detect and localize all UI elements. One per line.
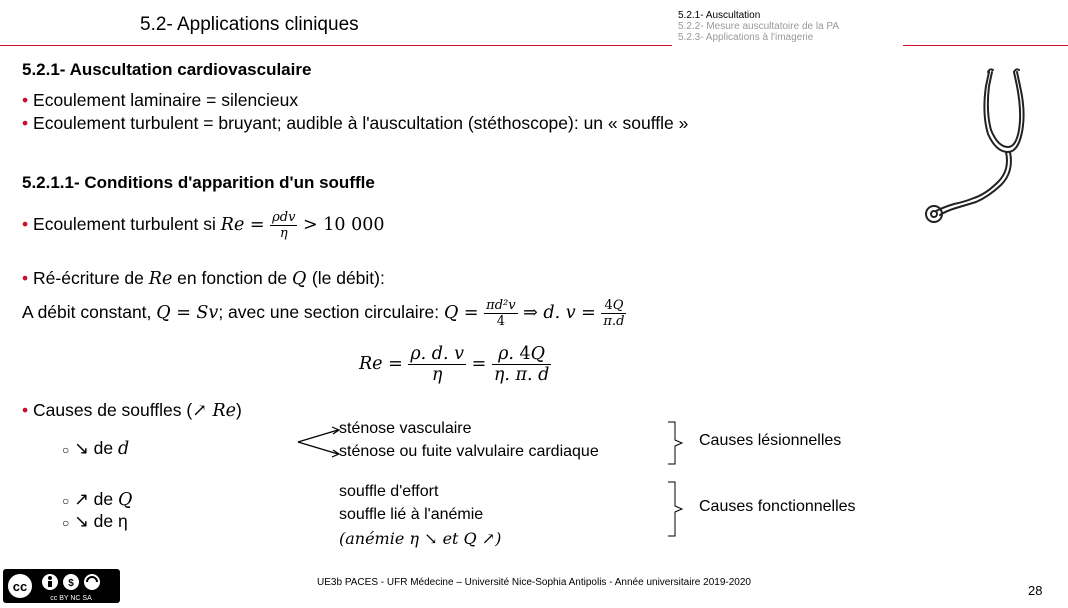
svg-text:cc: cc <box>12 579 28 594</box>
footer-text: UE3b PACES - UFR Médecine – Université Nice-Sophia Antipolis - Année universitaire 2019-2020 <box>317 577 751 588</box>
bullet-condition: • Ecoulement turbulent si Re = $\frac{\text{ρdv}}{\eta}$ > 10 000 <box>22 210 385 241</box>
causes-suffix: ) <box>236 400 242 420</box>
func-souffle-anemie: souffle lié à l'anémie <box>339 506 484 523</box>
label-causes-fonctionnelles: Causes fonctionnelles <box>699 498 856 515</box>
header-rule-right <box>903 45 1068 46</box>
rewrite-prefix: Ré-écriture de <box>33 268 149 288</box>
item-increase-q: ○ ↗ de Q <box>62 489 133 510</box>
header-rule-left <box>0 45 672 46</box>
section-formula: Q = $\frac{\text{πd²v}}{4}$ ⇒ d. v = $\frac{4Q}{\pi.d}$ <box>443 298 625 329</box>
page-number: 28 <box>1028 583 1043 598</box>
constant-prefix: A débit constant, <box>22 302 157 322</box>
brace-functional-icon <box>666 480 690 538</box>
nav-item-auscultation[interactable]: 5.2.1- Auscultation <box>678 10 761 21</box>
heading-conditions: 5.2.1.1- Conditions d'apparition d'un souffle <box>22 173 375 192</box>
bullet-laminar-text: Ecoulement laminaire = silencieux <box>33 90 299 110</box>
reynolds-formula: Re = $\frac{\text{ρdv}}{\eta}$ <box>220 210 296 241</box>
bullet-turbulent-text: Ecoulement turbulent = bruyant; audible à l'auscultation (stéthoscope): un « souffle » <box>33 113 689 133</box>
nav-item-imagerie[interactable]: 5.2.3- Applications à l'imagerie <box>678 32 814 43</box>
causes-prefix: Causes de souffles ( <box>33 400 193 420</box>
rewrite-suffix: (le débit): <box>311 268 385 288</box>
lesion-stenose-vasculaire: sténose vasculaire <box>339 420 472 437</box>
func-souffle-effort: souffle d'effort <box>339 483 439 500</box>
heading-auscultation: 5.2.1- Auscultation cardiovasculaire <box>22 60 312 79</box>
rewrite-middle: en fonction de <box>172 268 292 288</box>
brace-lesion-icon <box>666 420 690 466</box>
item-d-prefix: ↘ de <box>74 438 118 458</box>
bullet-turbulent: • Ecoulement turbulent = bruyant; audible à l'auscultation (stéthoscope): un « souffle » <box>22 113 689 133</box>
constant-flow-line: A débit constant, Q = Sv; avec une section circulaire: Q = $\frac{\text{πd²v}}{4}$ ⇒ d. v = $\frac{4Q}{\pi.d}$ <box>22 298 625 329</box>
svg-text:$: $ <box>68 578 74 589</box>
reynolds-threshold: > 10 000 <box>303 215 385 235</box>
stethoscope-icon <box>918 64 1028 224</box>
func-anemie-note: (anémie η ↘ et Q ↗) <box>339 529 502 548</box>
cc-license-text: cc BY NC SA <box>50 595 92 602</box>
item-decrease-eta: ○ ↘ de η <box>62 511 128 531</box>
label-causes-lesionnelles: Causes lésionnelles <box>699 432 842 449</box>
nav-item-mesure-pa[interactable]: 5.2.2- Mesure auscultatoire de la PA <box>678 21 840 32</box>
section-nav <box>678 10 839 43</box>
bullet-causes: • Causes de souffles (↗ Re) <box>22 400 242 421</box>
fork-arrows-icon <box>296 424 344 460</box>
condition-prefix: Ecoulement turbulent si <box>33 214 221 234</box>
bullet-rewrite: • Ré-écriture de Re en fonction de Q (le débit): <box>22 268 385 289</box>
section-title: 5.2- Applications cliniques <box>140 14 359 35</box>
item-eta-text: ↘ de η <box>74 511 128 531</box>
constant-middle: ; avec une section circulaire: <box>218 302 444 322</box>
lesion-stenose-valvulaire: sténose ou fuite valvulaire cardiaque <box>339 443 599 460</box>
bullet-laminar: • Ecoulement laminaire = silencieux <box>22 90 299 110</box>
reynolds-flow-equation: Re = $\frac{\rho. d. v}{\eta}$ = $\frac{\rho. 4Q}{\eta. \pi. d}$ <box>359 344 550 385</box>
item-q-prefix: ↗ de <box>74 489 118 509</box>
item-decrease-d: ○ ↘ de d <box>62 438 130 459</box>
